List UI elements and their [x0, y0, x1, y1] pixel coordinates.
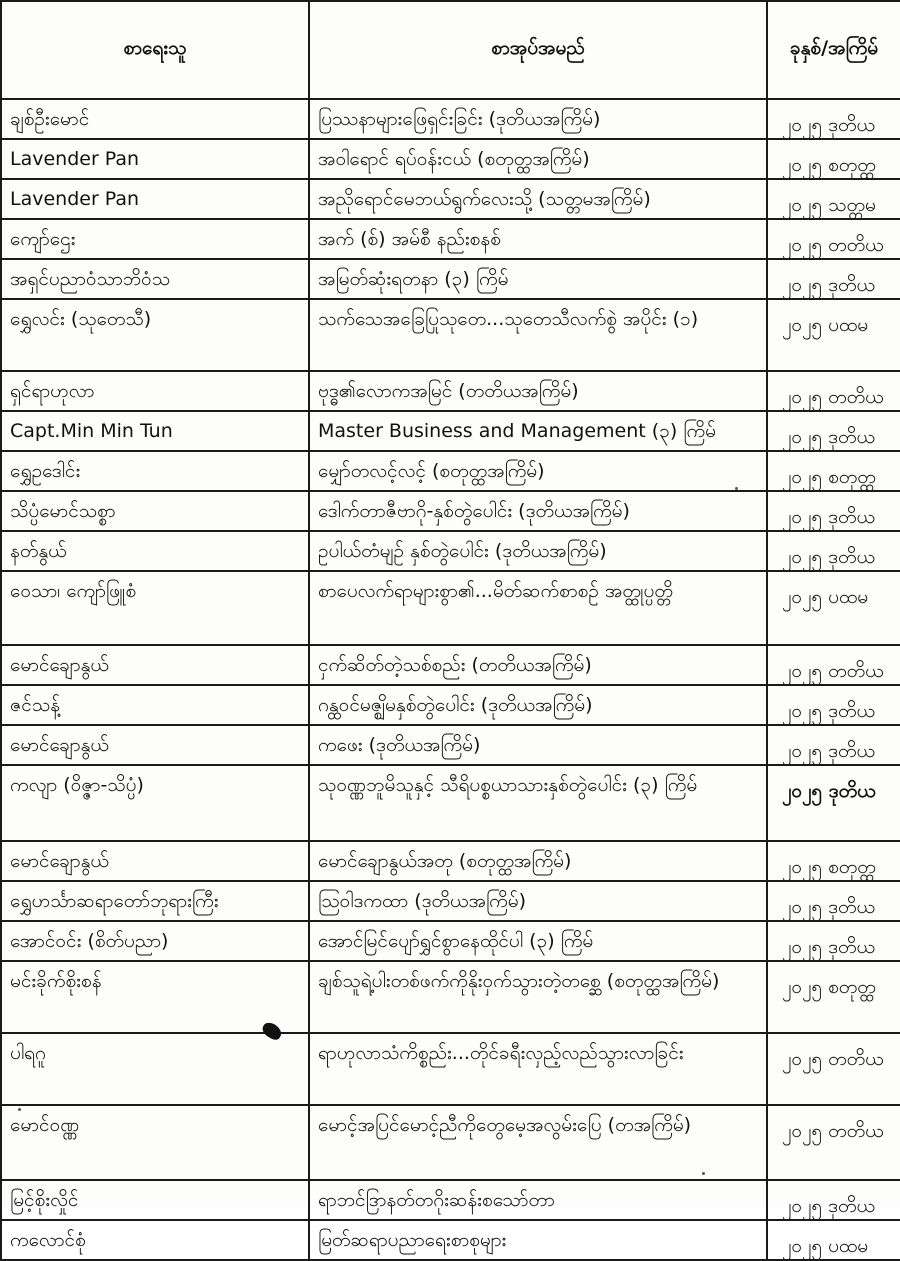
author-cell: မင်းခိုက်စိုးစန်: [1, 961, 309, 1033]
title-cell: အောင်မြင်ပျော်ရွှင်စွာနေထိုင်ပါ (၃) ကြိမ်: [309, 921, 767, 961]
title-cell: ငှက်ဆိတ်တဲ့သစ်စည်း (တတိယအကြိမ်): [309, 645, 767, 685]
edition-cell: ၂၀၂၅ စတုတ္ထ: [767, 841, 900, 881]
header-year-edition: ခုနှစ်/အကြိမ်: [767, 1, 900, 99]
title-cell: သက်သေအခြေပြုသုတေ...သုတေသီလက်စွဲ အပိုင်း (၁): [309, 299, 767, 371]
table-row: [1, 259, 900, 299]
table-body: [1, 99, 900, 1260]
header-author: စာရေးသူ: [1, 1, 309, 99]
paper-speck: [18, 1108, 21, 1111]
edition-cell: ၂၀၂၅ ပထမ: [767, 571, 900, 645]
edition-cell: ၂၀၂၅ တတိယ: [767, 371, 900, 411]
edition-cell: ၂၀၂၅ ဒုတိယ: [767, 725, 900, 765]
edition-cell: ၂၀၂၅ ဒုတိယ: [767, 411, 900, 451]
author-cell: နတ်နွယ်: [1, 531, 309, 571]
author-cell: ရွှေလင်း (သုတေသီ): [1, 299, 309, 371]
edition-cell: ၂၀၂၅ ဒုတိယ: [767, 685, 900, 725]
author-cell: ရွှေဥဒေါင်း: [1, 451, 309, 491]
author-cell: ကလျာ (ဝိဇ္ဇာ-သိပ္ပံ): [1, 765, 309, 841]
title-cell: ဂန္ထဝင်မဇ္ဈိမနှစ်တွဲပေါင်း (ဒုတိယအကြိမ်): [309, 685, 767, 725]
title-cell: ပြဿနာများဖြေရှင်းခြင်း (ဒုတိယအကြိမ်): [309, 99, 767, 139]
table-header-row: [1, 1, 900, 99]
table-row: [1, 299, 900, 371]
title-cell: ဥပါယ်တံမျဉ် နှစ်တွဲပေါင်း (ဒုတိယအကြိမ်): [309, 531, 767, 571]
edition-cell: ၂၀၂၅ တတိယ: [767, 645, 900, 685]
author-cell: Lavender Pan: [1, 139, 309, 179]
author-cell: မောင်ဝဏ္ဏ: [1, 1105, 309, 1180]
title-cell: ဒေါက်တာဇီဗာဂို-နှစ်တွဲပေါင်း (ဒုတိယအကြိမ်): [309, 491, 767, 531]
author-cell: ပါရဂူ: [1, 1033, 309, 1105]
edition-cell: ၂၀၂၅ ဒုတိယ: [767, 1180, 900, 1220]
author-cell: ရွှေဟင်္သာဆရာတော်ဘုရားကြီး: [1, 881, 309, 921]
table-row: [1, 725, 900, 765]
table-row: [1, 1105, 900, 1180]
table-row: [1, 491, 900, 531]
title-cell: သုဝဏ္ဏဘူမိသူနှင့် သီရိပစ္စယာသားနှစ်တွဲပေါင်း (၃) ကြိမ်: [309, 765, 767, 841]
author-cell: Capt.Min Min Tun: [1, 411, 309, 451]
edition-cell: ၂၀၂၅ စတုတ္ထ: [767, 961, 900, 1033]
edition-cell: ၂၀၂၅ ဒုတိယ: [767, 531, 900, 571]
author-cell: ချစ်ဦးမောင်: [1, 99, 309, 139]
table-row: [1, 961, 900, 1033]
paper-speck: [702, 1172, 705, 1175]
table-row: [1, 765, 900, 841]
table-row: [1, 371, 900, 411]
edition-cell: ၂၀၂၅ ဒုတိယ: [767, 491, 900, 531]
table-row: [1, 99, 900, 139]
table-row: [1, 921, 900, 961]
edition-cell: ၂၀၂၅ စတုတ္ထ: [767, 451, 900, 491]
title-cell: အက် (စ်) အမ်စီ နည်းစနစ်: [309, 219, 767, 259]
title-cell: သြဝါဒကထာ (ဒုတိယအကြိမ်): [309, 881, 767, 921]
table-row: [1, 685, 900, 725]
edition-cell: ၂၀၂၅ ပထမ: [767, 1220, 900, 1260]
edition-cell: ၂၀၂၅ ဒုတိယ: [767, 259, 900, 299]
author-cell: မောင်ချောနွယ်: [1, 645, 309, 685]
title-cell: အဝါရောင် ရပ်ဝန်းငယ် (စတုတ္ထအကြိမ်): [309, 139, 767, 179]
title-cell: မြတ်ဆရာပညာရေးစာစုများ: [309, 1220, 767, 1260]
edition-cell: ၂၀၂၅ ဒုတိယ: [767, 881, 900, 921]
author-cell: ရှင်ရာဟုလာ: [1, 371, 309, 411]
table-row: [1, 571, 900, 645]
author-cell: ဝေသာ၊ ကျော်ဖြူစံ: [1, 571, 309, 645]
edition-cell: ၂၀၂၅ တတိယ: [767, 219, 900, 259]
edition-cell: ၂၀၂၅ ဒုတိယ: [767, 921, 900, 961]
author-cell: ကျော်ဌေး: [1, 219, 309, 259]
table-row: [1, 1220, 900, 1260]
header-title: စာအုပ်အမည်: [309, 1, 767, 99]
table-row: [1, 645, 900, 685]
author-cell: မောင်ချောနွယ်: [1, 841, 309, 881]
table-row: [1, 531, 900, 571]
table-row: [1, 1180, 900, 1220]
author-cell: အောင်ဝင်း (စိတ်ပညာ): [1, 921, 309, 961]
edition-cell: ၂၀၂၅ ဒုတိယ: [767, 99, 900, 139]
title-cell: ဗုဒ္ဓ၏လောကအမြင် (တတိယအကြိမ်): [309, 371, 767, 411]
title-cell: ကဖေး (ဒုတိယအကြိမ်): [309, 725, 767, 765]
author-cell: ကလောင်စုံ: [1, 1220, 309, 1260]
title-cell: မောင်ချောနွယ်အတု (စတုတ္ထအကြိမ်): [309, 841, 767, 881]
table-row: [1, 841, 900, 881]
table-row: [1, 1033, 900, 1105]
title-cell: အညိုရောင်မေဘယ်ရွက်လေးသို့ (သတ္တမအကြိမ်): [309, 179, 767, 219]
edition-cell: ၂၀၂၅ ပထမ: [767, 299, 900, 371]
table-row: [1, 219, 900, 259]
edition-cell: ၂၀၂၅ ဒုတိယ: [767, 765, 900, 841]
author-cell: မောင်ချောနွယ်: [1, 725, 309, 765]
table-row: [1, 139, 900, 179]
table-row: [1, 451, 900, 491]
author-cell: အရှင်ပညာဝံသာဘိဝံသ: [1, 259, 309, 299]
title-cell: Master Business and Management (၃) ကြိမ်: [309, 411, 767, 451]
title-cell: ရာဘင်ဒြာနတ်တဂိုးဆန်းစသော်တာ: [309, 1180, 767, 1220]
table-row: [1, 411, 900, 451]
title-cell: ရာဟုလာသံကိစ္စည်း...တိုင်ခရီးလှည့်လည်သွားလာခြင်း: [309, 1033, 767, 1105]
edition-cell: ၂၀၂၅ စတုတ္ထ: [767, 139, 900, 179]
title-cell: မျှော်တလင့်လင့် (စတုတ္ထအကြိမ်): [309, 451, 767, 491]
paper-speck: [735, 487, 738, 490]
author-cell: Lavender Pan: [1, 179, 309, 219]
title-cell: စာပေလက်ရာများစွာ၏...မိတ်ဆက်စာစဉ် အတ္ထုပ္ပတ္တိ: [309, 571, 767, 645]
author-cell: မြင့်စိုးလှိုင်: [1, 1180, 309, 1220]
title-cell: မောင့်အပြင်မောင့်ညီကိုတွေမေ့အလွမ်းပြေ (တအကြိမ်): [309, 1105, 767, 1180]
title-cell: ချစ်သူရဲ့ပါးတစ်ဖက်ကိုနိုးဝှက်သွားတဲ့တစ္ဆေ (စတုတ္ထအကြိမ်): [309, 961, 767, 1033]
author-cell: ဇင်သန့်: [1, 685, 309, 725]
edition-cell: ၂၀၂၅ တတိယ: [767, 1105, 900, 1180]
table-row: [1, 881, 900, 921]
title-cell: အမြတ်ဆုံးရတနာ (၃) ကြိမ်: [309, 259, 767, 299]
edition-cell: ၂၀၂၅ တတိယ: [767, 1033, 900, 1105]
author-cell: သိပ္ပံမောင်သစ္စာ: [1, 491, 309, 531]
table-row: [1, 179, 900, 219]
edition-cell: ၂၀၂၅ သတ္တမ: [767, 179, 900, 219]
